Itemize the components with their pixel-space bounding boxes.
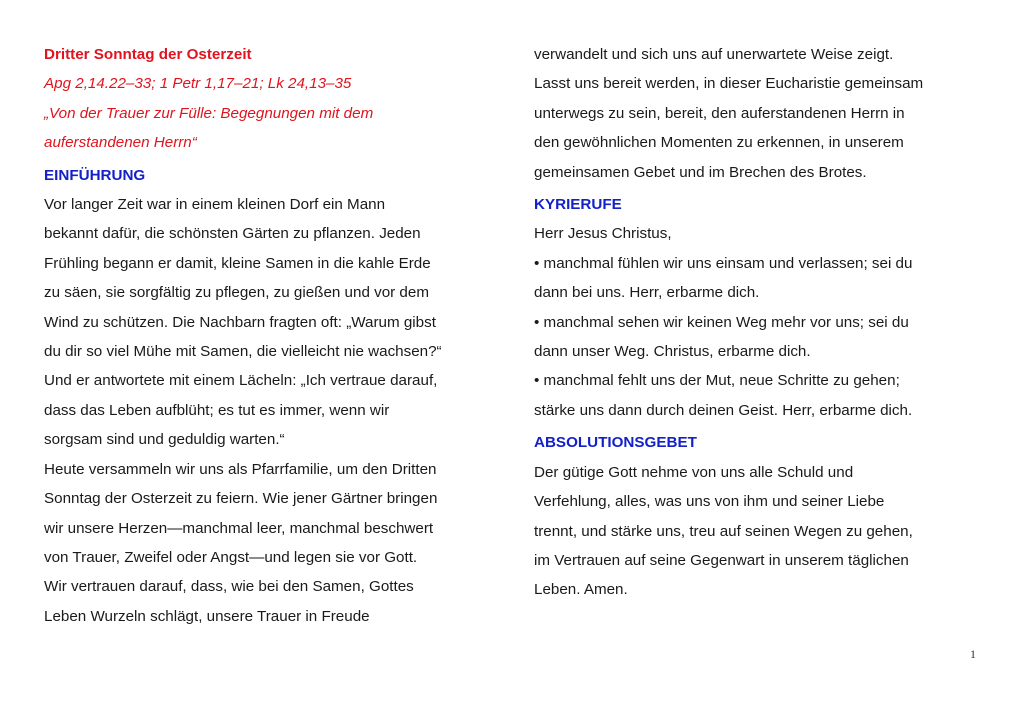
- kyrie-line: stärke uns dann durch deinen Geist. Herr, erbarme dich.: [534, 401, 913, 419]
- text-line: wir unsere Herzen—manchmal leer, manchmal beschwert: [44, 519, 434, 537]
- page-number: 1: [970, 647, 976, 661]
- absolution-line: Der gütige Gott nehme von uns alle Schuld und: [534, 463, 854, 481]
- absolution-line: Leben. Amen.: [534, 581, 628, 599]
- section-heading-absolution: ABSOLUTIONSGEBET: [534, 434, 697, 452]
- kyrie-line: • manchmal fühlen wir uns einsam und verlassen; sei du: [534, 254, 913, 272]
- kyrie-line: • manchmal sehen wir keinen Weg mehr vor uns; sei du: [534, 313, 909, 331]
- theme-line: „Von der Trauer zur Fülle: Begegnungen mit dem: [44, 104, 374, 122]
- theme-line: auferstandenen Herrn“: [44, 134, 197, 152]
- text-line: unterwegs zu sein, bereit, den auferstandenen Herrn in: [534, 104, 905, 122]
- kyrie-line: dann bei uns. Herr, erbarme dich.: [534, 284, 760, 302]
- absolution-line: trennt, und stärke uns, treu auf seinen Wegen zu gehen,: [534, 522, 913, 540]
- kyrie-line: • manchmal fehlt uns der Mut, neue Schritte zu gehen;: [534, 372, 900, 390]
- text-line: Wir vertrauen darauf, dass, wie bei den Samen, Gottes: [44, 578, 414, 596]
- kyrie-line: Herr Jesus Christus,: [534, 225, 672, 243]
- kyrie-line: dann unser Weg. Christus, erbarme dich.: [534, 343, 811, 361]
- text-line: bekannt dafür, die schönsten Gärten zu pflanzen. Jeden: [44, 225, 421, 243]
- text-line: Leben Wurzeln schlägt, unsere Trauer in Freude: [44, 607, 370, 625]
- text-line: Wind zu schützen. Die Nachbarn fragten oft: „Warum gibst: [44, 313, 436, 331]
- section-heading-kyrie: KYRIERUFE: [534, 196, 622, 214]
- text-line: Heute versammeln wir uns als Pfarrfamilie, um den Dritten: [44, 460, 437, 478]
- text-line: Frühling begann er damit, kleine Samen in die kahle Erde: [44, 254, 431, 272]
- text-line: dass das Leben aufblüht; es tut es immer, wenn wir: [44, 401, 390, 419]
- text-line: Lasst uns bereit werden, in dieser Eucharistie gemeinsam: [534, 75, 924, 93]
- right-column: [534, 40, 974, 605]
- document-title: Dritter Sonntag der Osterzeit: [44, 46, 252, 63]
- text-line: du dir so viel Mühe mit Samen, die vielleicht nie wachsen?“: [44, 343, 442, 361]
- text-line: Sonntag der Osterzeit zu feiern. Wie jener Gärtner bringen: [44, 490, 438, 508]
- absolution-line: im Vertrauen auf seine Gegenwart in unserem täglichen: [534, 551, 909, 569]
- text-line: sorgsam sind und geduldig warten.“: [44, 431, 285, 449]
- scripture-readings: Apg 2,14.22–33; 1 Petr 1,17–21; Lk 24,13–35: [44, 75, 352, 93]
- left-column: [44, 40, 484, 631]
- text-line: verwandelt und sich uns auf unerwartete Weise zeigt.: [534, 46, 894, 63]
- section-heading-einfuehrung: EINFÜHRUNG: [44, 166, 146, 184]
- text-line: gemeinsamen Gebet und im Brechen des Brotes.: [534, 163, 867, 181]
- text-line: von Trauer, Zweifel oder Angst—und legen sie vor Gott.: [44, 548, 418, 566]
- text-line: Und er antwortete mit einem Lächeln: „Ich vertraue darauf,: [44, 372, 438, 390]
- text-line: Vor langer Zeit war in einem kleinen Dorf ein Mann: [44, 196, 386, 214]
- text-line: zu säen, sie sorgfältig zu pflegen, zu gießen und vor dem: [44, 284, 429, 302]
- absolution-line: Verfehlung, alles, was uns von ihm und seiner Liebe: [534, 493, 885, 511]
- text-line: den gewöhnlichen Momenten zu erkennen, in unserem: [534, 134, 904, 152]
